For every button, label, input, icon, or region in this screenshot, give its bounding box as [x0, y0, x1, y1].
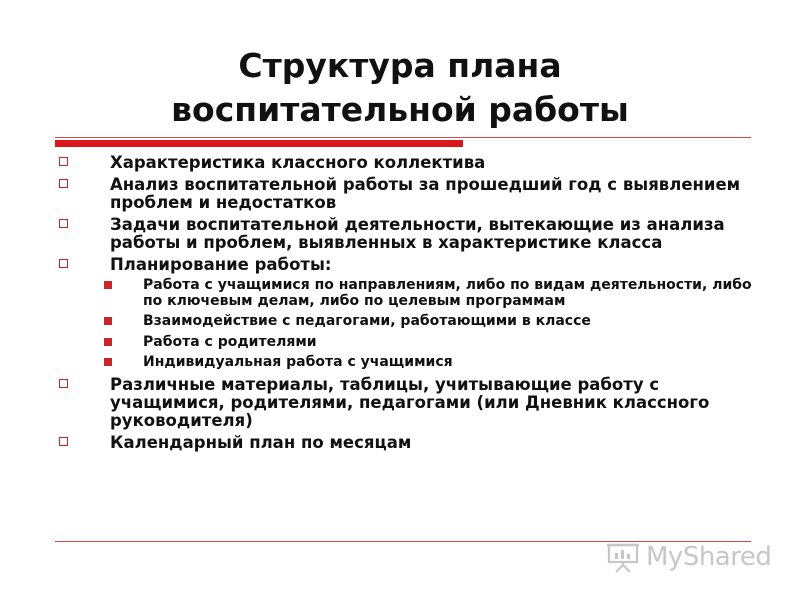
- sub-list-item-text: Работа с учащимися по направлениям, либо по видам деятельности, либо по ключевым делам, либо по целевым программам: [143, 277, 752, 309]
- presentation-board-icon: [606, 541, 640, 573]
- sub-list-item: [55, 314, 755, 330]
- hollow-square-bullet-icon: [59, 219, 68, 228]
- top-divider: [55, 137, 751, 138]
- hollow-square-bullet-icon: [59, 437, 68, 446]
- filled-square-bullet-icon: [104, 317, 112, 325]
- filled-square-bullet-icon: [104, 281, 112, 289]
- sub-list-item: [55, 335, 755, 351]
- list-item: [55, 176, 755, 212]
- hollow-square-bullet-icon: [59, 259, 68, 268]
- slide-title: [0, 44, 800, 132]
- filled-square-bullet-icon: [104, 358, 112, 366]
- sub-list-item-text: Работа с родителями: [143, 333, 317, 350]
- list-item-text: Планирование работы:: [110, 255, 332, 274]
- list-item-text: Различные материалы, таблицы, учитывающие работу с учащимися, родителями, педагогами (или Дневник классного руководителя): [110, 374, 710, 430]
- list-item: [55, 376, 755, 430]
- filled-square-bullet-icon: [104, 338, 112, 346]
- title-accent-bar: [55, 140, 463, 147]
- hollow-square-bullet-icon: [59, 179, 68, 188]
- list-item: [55, 154, 755, 172]
- list-item-text: Задачи воспитательной деятельности, вытекающие из анализа работы и проблем, выявленных в характеристике класса: [110, 215, 725, 252]
- hollow-square-bullet-icon: [59, 379, 68, 388]
- slide-title-line-1: Структура плана: [238, 46, 562, 85]
- slide-title-line-2: воспитательной работы: [171, 90, 629, 129]
- list-item: [55, 216, 755, 252]
- sub-list-item: [55, 355, 755, 371]
- list-item-text: Календарный план по месяцам: [110, 432, 412, 452]
- sub-bullet-list: [55, 278, 755, 371]
- sub-list-item-text: Взаимодействие с педагогами, работающими в классе: [143, 313, 591, 329]
- watermark-text: MyShared: [646, 542, 772, 572]
- list-item-text: Характеристика классного коллектива: [110, 153, 486, 172]
- list-item: [55, 256, 755, 274]
- watermark-logo: [606, 537, 776, 577]
- list-item-text: Анализ воспитательной работы за прошедший год с выявлением проблем и недостатков: [110, 175, 741, 212]
- sub-list-item-text: Индивидуальная работа с учащимися: [143, 354, 453, 370]
- hollow-square-bullet-icon: [59, 157, 68, 166]
- list-item: [55, 434, 755, 452]
- sub-list-item: [55, 278, 755, 309]
- bullet-list: [55, 154, 755, 456]
